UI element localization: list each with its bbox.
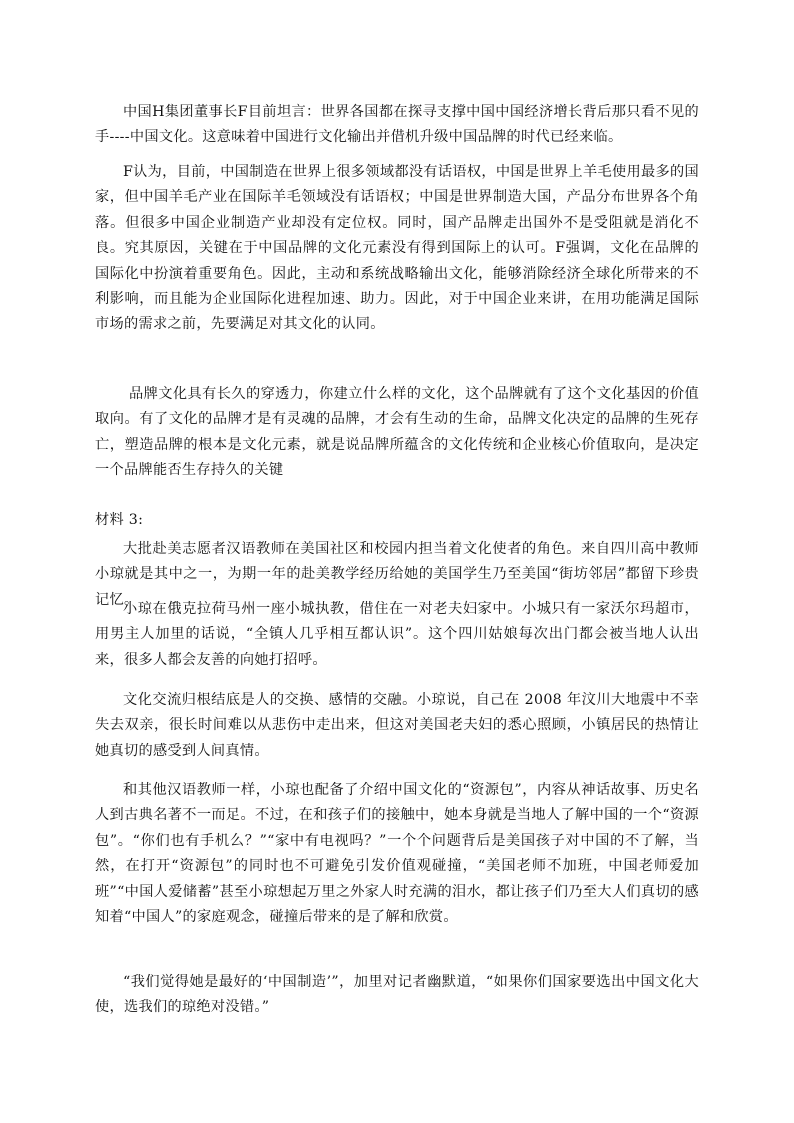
paragraph-cultural-exchange: 文化交流归根结底是人的交换、感情的交融。小琼说，自己在 2008 年汶川大地震中不幸失去双亲，很长时间难以从悲伤中走出来，但这对美国老夫妇的悉心照顾，小镇居民的热情让她真切的感受到人间真情。 <box>95 692 699 759</box>
paragraph-brand-culture: 品牌文化具有长久的穿透力，你建立什么样的文化，这个品牌就有了这个文化基因的价值取向。有了文化的品牌才是有灵魂的品牌，才会有生动的生命，品牌文化决定的品牌的生死存亡，塑造品牌的根本是文化元素，就是说品牌所蕴含的文化传统和企业核心价值取向，是决定一个品牌能否生存持久的关键 <box>95 386 699 479</box>
paragraph-volunteer-teachers: 大批赴美志愿者汉语教师在美国社区和校园内担当着文化使者的角色。来自四川高中教师小琼就是其中之一，为期一年的赴美教学经历给她的美国学生乃至美国“街坊邻居”都留下珍贵记忆。 <box>95 541 699 608</box>
section-heading-material-3: 材料 3: <box>95 512 144 528</box>
paragraph-f-opinion: F认为，目前，中国制造在世界上很多领域都没有话语权，中国是世界上羊毛使用最多的国家，但中国羊毛产业在国际羊毛领域没有话语权；中国是世界制造大国，产品分布世界各个角落。但很多中国企业制造产业却没有定位权。同时，国产品牌走出国外不是受阻就是消化不良。究其原因，关键在于中国品牌的文化元素没有得到国际上的认可。F强调，文化在品牌的国际化中扮演着重要角色。因此，主动和系统战略输出文化，能够消除经济全球化所带来的不利影响，而且能为企业国际化进程加速、助力。因此，对于中国企业来讲，在用功能满足国际市场的需求之前，先要满足对其文化的认同。 <box>95 164 699 333</box>
paragraph-xiaoqiong-town: 小琼在俄克拉荷马州一座小城执教，借住在一对老夫妇家中。小城只有一家沃尔玛超市，用男主人加里的话说，“全镇人几乎相互都认识”。这个四川姑娘每次出门都会被当地人认出来，很多人都会友善的向她打招呼。 <box>95 601 699 668</box>
paragraph-gary-quote: “我们觉得她是最好的‘中国制造’”，加里对记者幽默道，“如果你们国家要选出中国文化大使，选我们的琼绝对没错。” <box>95 974 699 1016</box>
paragraph-resource-pack: 和其他汉语教师一样，小琼也配备了介绍中国文化的“资源包”，内容从神话故事、历史名人到古典名著不一而足。不过，在和孩子们的接触中，她本身就是当地人了解中国的一个“资源包”。“你们也有手机么？”“家中有电视吗？”一个个问题背后是美国孩子对中国的不了解，当然，在打开“资源包”的同时也不可避免引发价值观碰撞，“美国老师不加班，中国老师爱加班”“中国人爱储蓄”甚至小琼想起万里之外家人时充满的泪水，都让孩子们乃至大人们真切的感知着“中国人”的家庭观念，碰撞后带来的是了解和欣赏。 <box>95 782 699 926</box>
paragraph-h-group-chairman: 中国H集团董事长F目前坦言：世界各国都在探寻支撑中国中国经济增长背后那只看不见的手----中国文化。这意味着中国进行文化输出并借机升级中国品牌的时代已经来临。 <box>95 104 699 146</box>
